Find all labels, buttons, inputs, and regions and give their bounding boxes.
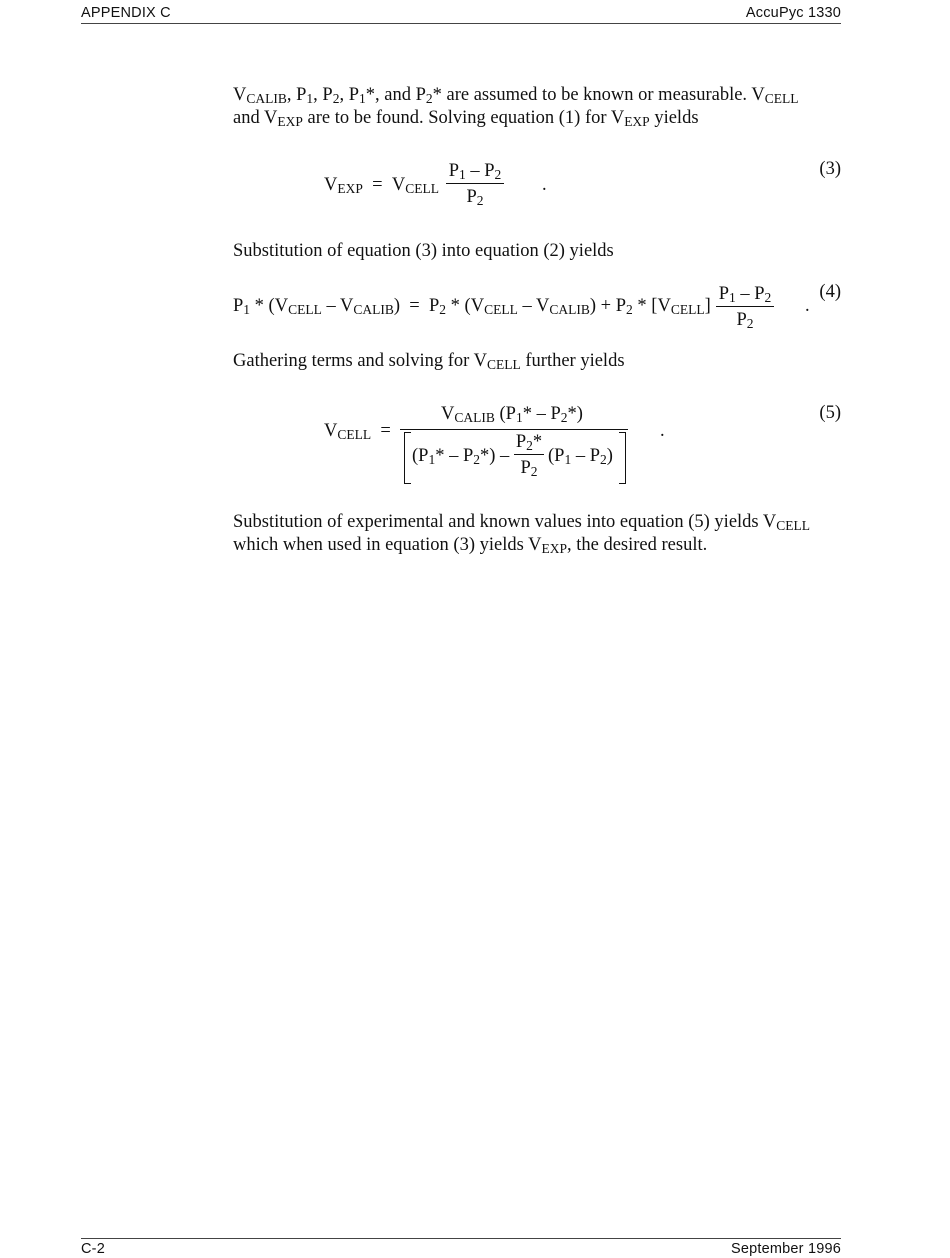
equation-3-fraction: $P_1 - P_2$ $P_2$ xyxy=(446,160,504,208)
equation-4-period: . xyxy=(805,296,810,316)
equation-3-number: (3) xyxy=(819,159,841,179)
equation-4-body: $P_1 * (V_{CELL} - V_{CALIB}) = P_2 * (V_{CELL} - V_{CALIB}) + P_2 * [V_{CELL}]$ xyxy=(233,296,711,317)
equation-5-period: . xyxy=(660,421,665,441)
paragraph-knowns: $V_{CALIB}$, $P_1$, $P_2$, $P_1*$, and $P_2*$ are assumed to be known or measurable. $V_{CELL}$ and $V_{EXP}$ are to be found. Solving equation (1) for $V_{EXP}$ yields xyxy=(233,85,799,129)
equation-5-numerator: $V_{CALIB}$ $(P_1* - P_2*)$ xyxy=(441,404,583,425)
equation-3-period: . xyxy=(542,175,547,195)
footer-page-number: C-2 xyxy=(81,1241,105,1257)
equation-5-lhs: $V_{CELL}$ = xyxy=(324,421,391,442)
equation-5-right-bracket xyxy=(619,432,626,484)
paragraph-substitution: Substitution of equation (3) into equation (2) yields xyxy=(233,241,614,261)
equation-3-lhs: $V_{EXP} = V_{CELL}$ xyxy=(324,175,439,196)
equation-4-fraction: $P_1 - P_2$ $P_2$ xyxy=(716,283,774,331)
equation-5-left-bracket xyxy=(404,432,411,484)
footer-rule xyxy=(81,1238,841,1239)
equation-5-denominator-first-term: $(P_1* - P_2*)$ – xyxy=(412,446,510,467)
equation-4-number: (4) xyxy=(819,282,841,302)
header-section-title: APPENDIX C xyxy=(81,5,171,21)
footer-date: September 1996 xyxy=(730,1241,841,1257)
equation-5-number: (5) xyxy=(819,403,841,423)
equation-5-denominator-second-term: $(P_1 - P_2)$ xyxy=(548,446,613,467)
header-rule xyxy=(81,23,841,24)
equation-5-fraction-bar xyxy=(400,429,628,430)
header-document-title: AccuPyc 1330 xyxy=(745,5,841,21)
equation-5-inner-fraction: $P_2*$ $P_2$ xyxy=(515,432,543,479)
paragraph-conclusion: Substitution of experimental and known values into equation (5) yields $V_{CELL}$ which when used in equation (3) yields $V_{EXP}$, the desired result. xyxy=(233,512,811,556)
paragraph-gathering-terms: Gathering terms and solving for $V_{CELL}$ further yields xyxy=(233,351,625,372)
